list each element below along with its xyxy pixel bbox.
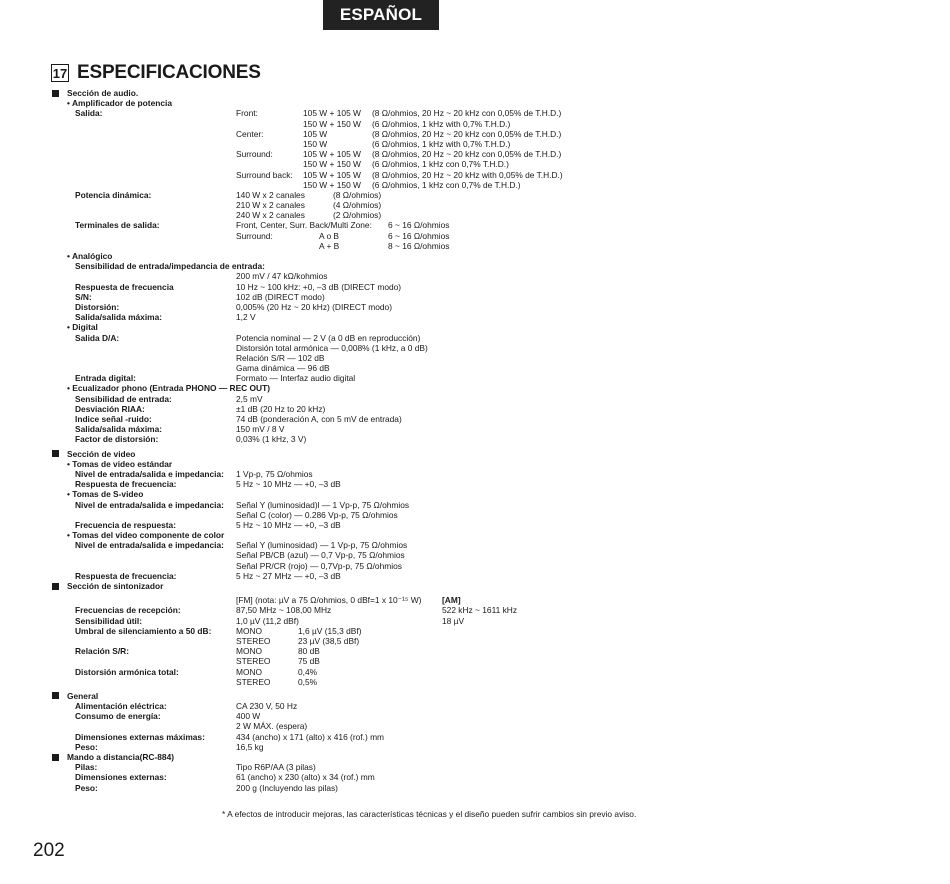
spec-label: Nivel de entrada/salida e impedancia: bbox=[75, 499, 224, 510]
section-bullet-icon bbox=[52, 90, 59, 97]
spec-value: STEREO bbox=[236, 656, 271, 667]
spec-row bbox=[0, 220, 950, 230]
spec-row bbox=[0, 677, 950, 687]
spec-value: 23 µV (38,5 dBf) bbox=[298, 635, 360, 646]
spec-value: 61 (ancho) x 230 (alto) x 34 (rof.) mm bbox=[236, 772, 375, 783]
spec-label: Salida/salida máxima: bbox=[75, 312, 163, 323]
spec-label: Respuesta de frecuencia bbox=[75, 281, 174, 292]
spec-label: Nivel de entrada/salida e impedancia: bbox=[75, 468, 224, 479]
spec-row bbox=[0, 180, 950, 190]
spec-value: Gama dinámica — 96 dB bbox=[236, 363, 330, 374]
spec-row bbox=[0, 251, 950, 261]
spec-row bbox=[0, 520, 950, 530]
spec-row bbox=[0, 732, 950, 742]
spec-value: 105 W + 105 W bbox=[303, 149, 361, 160]
spec-value: Señal PB/CB (azul) — 0,7 Vp-p, 75 Ω/ohmios bbox=[236, 550, 405, 561]
section-bullet-icon bbox=[52, 450, 59, 457]
spec-row bbox=[0, 373, 950, 383]
chapter-number-box bbox=[51, 64, 69, 82]
spec-row bbox=[0, 561, 950, 571]
spec-value: A o B bbox=[319, 230, 340, 241]
page-title bbox=[51, 62, 261, 84]
spec-row bbox=[0, 434, 950, 444]
spec-value: Surround: bbox=[236, 230, 273, 241]
spec-value: 74 dB (ponderación A, con 5 mV de entrada) bbox=[236, 414, 402, 424]
spec-label: • Amplificador de potencia bbox=[67, 98, 172, 109]
spec-row bbox=[0, 500, 950, 510]
spec-row bbox=[0, 292, 950, 302]
spec-value: 80 dB bbox=[298, 646, 320, 657]
spec-row bbox=[0, 540, 950, 550]
spec-label: Salida D/A: bbox=[75, 332, 120, 343]
spec-value: 2 W MÁX. (espera) bbox=[236, 721, 308, 732]
spec-value: 200 mV / 47 kΩ/kohmios bbox=[236, 271, 328, 282]
spec-row bbox=[0, 667, 950, 677]
spec-value: 105 W + 105 W bbox=[303, 108, 361, 119]
spec-value: CA 230 V, 50 Hz bbox=[236, 701, 298, 712]
spec-row bbox=[0, 271, 950, 281]
spec-row bbox=[0, 129, 950, 139]
spec-label: Frecuencias de recepción: bbox=[75, 605, 181, 616]
spec-row bbox=[0, 149, 950, 159]
spec-row bbox=[0, 424, 950, 434]
spec-value: 0,005% (20 Hz ~ 20 kHz) (DIRECT modo) bbox=[236, 301, 393, 312]
spec-value: A + B bbox=[319, 240, 340, 251]
spec-value: 102 dB (DIRECT modo) bbox=[236, 291, 325, 302]
spec-row bbox=[0, 210, 950, 220]
spec-value: 1,0 µV (11,2 dBf) bbox=[236, 615, 299, 626]
spec-value: Front, Center, Surr. Back/Multi Zone: bbox=[236, 220, 372, 231]
spec-value: 400 W bbox=[236, 711, 261, 722]
spec-row bbox=[0, 711, 950, 721]
spec-value: 150 mV / 8 V bbox=[236, 424, 285, 435]
spec-value: MONO bbox=[236, 625, 263, 636]
spec-value: Distorsión total armónica — 0,008% (1 kHz, a 0 dB) bbox=[236, 342, 428, 353]
spec-label: Pilas: bbox=[75, 762, 98, 773]
spec-row bbox=[0, 231, 950, 241]
spec-row bbox=[0, 200, 950, 210]
spec-label: Sensibilidad de entrada: bbox=[75, 393, 172, 404]
spec-value: STEREO bbox=[236, 635, 271, 646]
spec-label: Frecuencia de respuesta: bbox=[75, 519, 177, 530]
spec-value: (8 Ω/ohmios, 20 Hz ~ 20 kHz con 0,05% de T.H.D.) bbox=[372, 128, 562, 139]
spec-value: [FM] (nota: µV a 75 Ω/ohmios, 0 dBf=1 x 10⁻¹⁵ W) bbox=[236, 595, 422, 606]
spec-label: Sección de audio. bbox=[67, 88, 139, 98]
spec-value: 434 (ancho) x 171 (alto) x 416 (rof.) mm bbox=[236, 731, 385, 742]
spec-row bbox=[0, 479, 950, 489]
spec-value: Surround back: bbox=[236, 169, 293, 180]
spec-row bbox=[0, 489, 950, 499]
spec-value: (8 Ω/ohmios, 20 Hz ~ 20 kHz con 0,05% de T.H.D.) bbox=[372, 149, 562, 160]
spec-value: 0,4% bbox=[298, 666, 318, 677]
spec-value: 1,6 µV (15,3 dBf) bbox=[298, 625, 362, 636]
spec-value: (8 Ω/ohmios) bbox=[333, 189, 382, 200]
spec-value: 6 ~ 16 Ω/ohmios bbox=[388, 220, 450, 231]
specifications-list bbox=[0, 88, 950, 793]
spec-value: Señal Y (luminosidad)l — 1 Vp-p, 75 Ω/ohmios bbox=[236, 499, 410, 510]
spec-value: MONO bbox=[236, 666, 263, 677]
spec-value: [AM] bbox=[442, 595, 461, 606]
section-bullet-icon bbox=[52, 583, 59, 590]
spec-value: 5 Hz ~ 27 MHz — +0, –3 dB bbox=[236, 570, 341, 581]
spec-label: Relación S/R: bbox=[75, 646, 129, 657]
spec-row bbox=[0, 322, 950, 332]
spec-label: Peso: bbox=[75, 782, 98, 793]
spec-label: Sensibilidad de entrada/impedancia de entrada: bbox=[75, 261, 265, 272]
spec-value: 5 Hz ~ 10 MHz — +0, –3 dB bbox=[236, 519, 341, 530]
spec-value: 522 kHz ~ 1611 kHz bbox=[442, 605, 518, 616]
spec-label: • Tomas de S-video bbox=[67, 489, 144, 500]
spec-row bbox=[0, 459, 950, 469]
spec-row bbox=[0, 343, 950, 353]
spec-value: 0,03% (1 kHz, 3 V) bbox=[236, 434, 307, 445]
chapter-number: 17 bbox=[52, 65, 68, 81]
spec-row bbox=[0, 626, 950, 636]
spec-value: 10 Hz ~ 100 kHz: +0, –3 dB (DIRECT modo) bbox=[236, 281, 402, 292]
spec-row bbox=[0, 159, 950, 169]
spec-value: Potencia nominal — 2 V (a 0 dB en reproducción) bbox=[236, 332, 421, 343]
spec-value: 6 ~ 16 Ω/ohmios bbox=[388, 230, 450, 241]
spec-value: 105 W + 105 W bbox=[303, 169, 361, 180]
spec-row bbox=[0, 119, 950, 129]
spec-value: ±1 dB (20 Hz to 20 kHz) bbox=[236, 403, 326, 414]
spec-value: 1,2 V bbox=[236, 312, 256, 323]
spec-label: Dimensiones externas: bbox=[75, 772, 167, 783]
spec-row bbox=[0, 170, 950, 180]
spec-value: STEREO bbox=[236, 676, 271, 687]
spec-value: (2 Ω/ohmios) bbox=[333, 210, 382, 221]
spec-value: 5 Hz ~ 10 MHz — +0, –3 dB bbox=[236, 479, 341, 490]
spec-label: General bbox=[67, 690, 99, 701]
page-title-text: ESPECIFICACIONES bbox=[77, 62, 261, 83]
section-bullet-icon bbox=[52, 692, 59, 699]
spec-value: 200 g (Incluyendo las pilas) bbox=[236, 782, 338, 793]
spec-value: MONO bbox=[236, 646, 263, 657]
spec-label: Peso: bbox=[75, 741, 98, 752]
spec-row bbox=[0, 742, 950, 752]
spec-label: Salida/salida máxima: bbox=[75, 424, 163, 435]
spec-row bbox=[0, 530, 950, 540]
spec-label: Terminales de salida: bbox=[75, 220, 160, 231]
spec-value: Center: bbox=[236, 128, 264, 139]
spec-row bbox=[0, 98, 950, 108]
spec-row bbox=[0, 363, 950, 373]
spec-label: • Tomas de video estándar bbox=[67, 458, 173, 469]
spec-label: Factor de distorsión: bbox=[75, 434, 159, 445]
spec-row bbox=[0, 595, 950, 605]
spec-value: Señal C (color) — 0.286 Vp-p, 75 Ω/ohmios bbox=[236, 509, 398, 520]
spec-row bbox=[0, 550, 950, 560]
spec-value: 140 W x 2 canales bbox=[236, 189, 305, 200]
spec-value: 240 W x 2 canales bbox=[236, 210, 305, 221]
spec-label: Respuesta de frecuencia: bbox=[75, 479, 177, 490]
spec-row bbox=[0, 312, 950, 322]
section-heading bbox=[0, 88, 950, 98]
section-heading bbox=[0, 691, 950, 701]
page-number: 202 bbox=[33, 840, 65, 861]
spec-value: (8 Ω/ohmios, 20 Hz ~ 20 kHz with 0,05% de T.H.D.) bbox=[372, 169, 563, 180]
spec-value: 105 W bbox=[303, 128, 328, 139]
spec-label: Salida: bbox=[75, 108, 103, 119]
spec-row bbox=[0, 772, 950, 782]
language-tab bbox=[323, 0, 439, 30]
spec-value: 0,5% bbox=[298, 676, 318, 687]
spec-label: • Ecualizador phono (Entrada PHONO — REC OUT) bbox=[67, 383, 271, 394]
spec-label: S/N: bbox=[75, 291, 92, 302]
spec-row bbox=[0, 571, 950, 581]
spec-row bbox=[0, 261, 950, 271]
spec-value: 150 W + 150 W bbox=[303, 179, 361, 190]
spec-value: (6 Ω/ohmios, 1 kHz con 0,7% de T.H.D.) bbox=[372, 179, 521, 190]
spec-label: Desviación RIAA: bbox=[75, 403, 145, 414]
spec-row bbox=[0, 510, 950, 520]
spec-row bbox=[0, 190, 950, 200]
spec-value: (4 Ω/ohmios) bbox=[333, 200, 382, 211]
spec-row bbox=[0, 469, 950, 479]
spec-value: 16,5 kg bbox=[236, 741, 264, 752]
spec-row bbox=[0, 605, 950, 615]
section-heading bbox=[0, 581, 950, 591]
spec-value: Formato — Interfaz audio digital bbox=[236, 373, 356, 384]
spec-value: 150 W + 150 W bbox=[303, 118, 361, 129]
spec-value: 2,5 mV bbox=[236, 393, 263, 404]
spec-row bbox=[0, 139, 950, 149]
spec-row bbox=[0, 404, 950, 414]
spec-value: (6 Ω/ohmios, 1 kHz with 0,7% T.H.D.) bbox=[372, 138, 511, 149]
spec-label: Mando a distancia(RC-884) bbox=[67, 752, 175, 762]
spec-label: Sensibilidad útil: bbox=[75, 615, 143, 626]
spec-value: 87,50 MHz ~ 108,00 MHz bbox=[236, 605, 332, 616]
spec-label: Alimentación eléctrica: bbox=[75, 701, 167, 712]
spec-label: Sección de video bbox=[67, 448, 136, 459]
section-bullet-icon bbox=[52, 754, 59, 761]
section-heading bbox=[0, 449, 950, 459]
spec-row bbox=[0, 353, 950, 363]
spec-row bbox=[0, 646, 950, 656]
footnote: * A efectos de introducir mejoras, las características técnicas y el diseño pueden sufrir cambios sin previo aviso. bbox=[222, 809, 637, 819]
spec-label: Respuesta de frecuencia: bbox=[75, 570, 177, 581]
section-heading bbox=[0, 752, 950, 762]
spec-value: 8 ~ 16 Ω/ohmios bbox=[388, 240, 450, 251]
spec-row bbox=[0, 108, 950, 118]
spec-row bbox=[0, 383, 950, 393]
spec-label: Dimensiones externas máximas: bbox=[75, 731, 205, 742]
spec-row bbox=[0, 394, 950, 404]
spec-value: Relación S/R — 102 dB bbox=[236, 352, 325, 363]
spec-row bbox=[0, 783, 950, 793]
spec-value: Front: bbox=[236, 108, 258, 119]
spec-row bbox=[0, 656, 950, 666]
spec-value: Señal PR/CR (rojo) — 0,7Vp-p, 75 Ω/ohmios bbox=[236, 560, 402, 571]
spec-label: Potencia dinámica: bbox=[75, 189, 152, 200]
spec-label: Consumo de energía: bbox=[75, 711, 161, 722]
spec-label: • Analógico bbox=[67, 251, 113, 261]
spec-label: Indice señal -ruido: bbox=[75, 414, 152, 424]
spec-row bbox=[0, 616, 950, 626]
spec-row bbox=[0, 701, 950, 711]
spec-value: (8 Ω/ohmios, 20 Hz ~ 20 kHz con 0,05% de T.H.D.) bbox=[372, 108, 562, 119]
spec-row bbox=[0, 636, 950, 646]
spec-row bbox=[0, 721, 950, 731]
spec-value: Surround: bbox=[236, 149, 273, 160]
spec-label: Distorsión: bbox=[75, 301, 120, 312]
spec-value: 150 W + 150 W bbox=[303, 159, 361, 170]
spec-value: 18 µV bbox=[442, 615, 465, 626]
language-tab-label: ESPAÑOL bbox=[339, 5, 423, 24]
spec-label: Distorsión armónica total: bbox=[75, 666, 179, 677]
spec-value: 210 W x 2 canales bbox=[236, 200, 305, 211]
spec-row bbox=[0, 241, 950, 251]
spec-label: Umbral de silenciamiento a 50 dB: bbox=[75, 625, 212, 636]
spec-value: (6 Ω/ohmios, 1 kHz con 0,7% T.H.D.) bbox=[372, 159, 509, 170]
spec-label: • Tomas del video componente de color bbox=[67, 530, 225, 541]
spec-row bbox=[0, 302, 950, 312]
spec-value: 75 dB bbox=[298, 656, 320, 667]
spec-row bbox=[0, 414, 950, 424]
spec-row bbox=[0, 333, 950, 343]
spec-row bbox=[0, 282, 950, 292]
spec-value: 150 W bbox=[303, 138, 328, 149]
spec-label: Entrada digital: bbox=[75, 373, 136, 384]
spec-value: 1 Vp-p, 75 Ω/ohmios bbox=[236, 468, 313, 479]
spec-label: Sección de sintonizador bbox=[67, 581, 164, 591]
spec-label: Nivel de entrada/salida e impedancia: bbox=[75, 540, 224, 551]
spec-row bbox=[0, 762, 950, 772]
spec-label: • Digital bbox=[67, 322, 98, 333]
spec-value: Tipo R6P/AA (3 pilas) bbox=[236, 762, 316, 773]
spec-value: Señal Y (luminosidad) — 1 Vp-p, 75 Ω/ohmios bbox=[236, 540, 408, 551]
spec-value: (6 Ω/ohmios, 1 kHz with 0,7% T.H.D.) bbox=[372, 118, 511, 129]
